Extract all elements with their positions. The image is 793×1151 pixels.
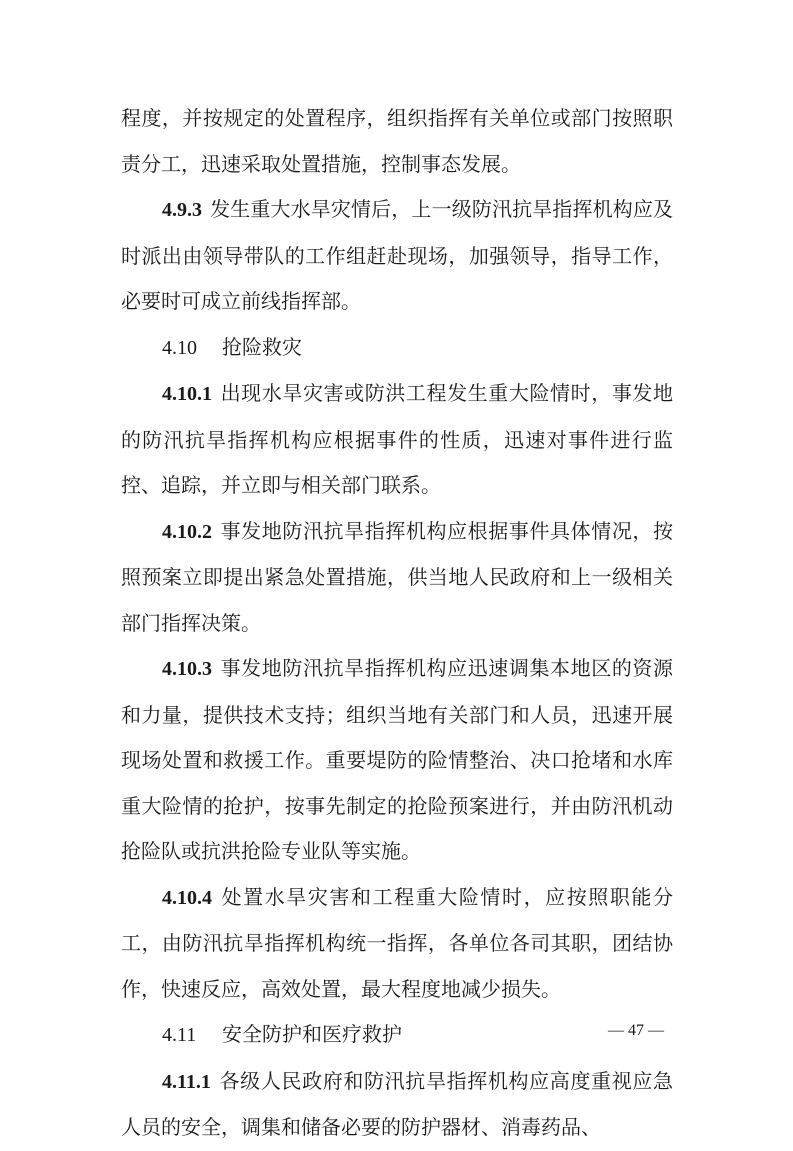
clause-number: 4.10.2 [162,520,212,543]
clause-text: 事发地防汛抗旱指挥机构应迅速调集本地区的资源和力量，提供技术支持；组织当地有关部门和人员，迅速开展现场处置和救援工作。重要堤防的险情整治、决口抢堵和水库重大险情的抢护，按事先制定的抢险预案进行，并由防汛机动抢险队或抗洪抢险专业队等实施。 [121,656,673,863]
paragraph-text: 程度，并按规定的处置程序，组织指挥有关单位或部门按照职责分工，迅速采取处置措施，控制事态发展。 [121,106,673,176]
section-heading-4-11 [121,1012,673,1059]
clause-4-10-3 [121,646,673,875]
section-heading-4-10 [121,325,673,372]
continuation-paragraph [121,96,673,187]
clause-text: 各级人民政府和防汛抗旱指挥机构应高度重视应急人员的安全，调集和储备必要的防护器材、消毒药品、 [121,1068,673,1139]
clause-4-11-1 [121,1059,673,1151]
clause-text: 出现水旱灾害或防洪工程发生重大险情时，事发地的防汛抗旱指挥机构应根据事件的性质，迅速对事件进行监控、追踪，并立即与相关部门联系。 [121,381,673,497]
page-number: — 47 — [608,1022,664,1039]
section-number: 4.10 [162,336,197,359]
clause-number: 4.11.1 [162,1070,211,1093]
section-title: 抢险救灾 [222,334,302,359]
body-text [121,96,673,1151]
section-title: 安全防护和医疗救护 [222,1022,402,1046]
clause-4-10-2 [121,509,673,647]
clause-number: 4.10.3 [162,658,212,680]
clause-number: 4.10.1 [162,383,212,405]
clause-text: 事发地防汛抗旱指挥机构应根据事件具体情况，按照预案立即提出紧急处置措施，供当地人民政府和上一级相关部门指挥决策。 [121,518,673,635]
clause-number: 4.9.3 [162,199,202,221]
clause-number: 4.10.4 [162,886,212,909]
section-number: 4.11 [162,1024,197,1046]
clause-4-10-4 [121,875,673,1013]
clause-4-9-3 [121,187,673,325]
clause-text: 发生重大水旱灾情后，上一级防汛抗旱指挥机构应及时派出由领导带队的工作组赶赴现场，加强领导，指导工作，必要时可成立前线指挥部。 [121,197,673,313]
clause-4-10-1 [121,371,673,509]
clause-text: 处置水旱灾害和工程重大险情时，应按照职能分工，由防汛抗旱指挥机构统一指挥，各单位各司其职，团结协作，快速反应，高效处置，最大程度地减少损失。 [121,884,673,1001]
